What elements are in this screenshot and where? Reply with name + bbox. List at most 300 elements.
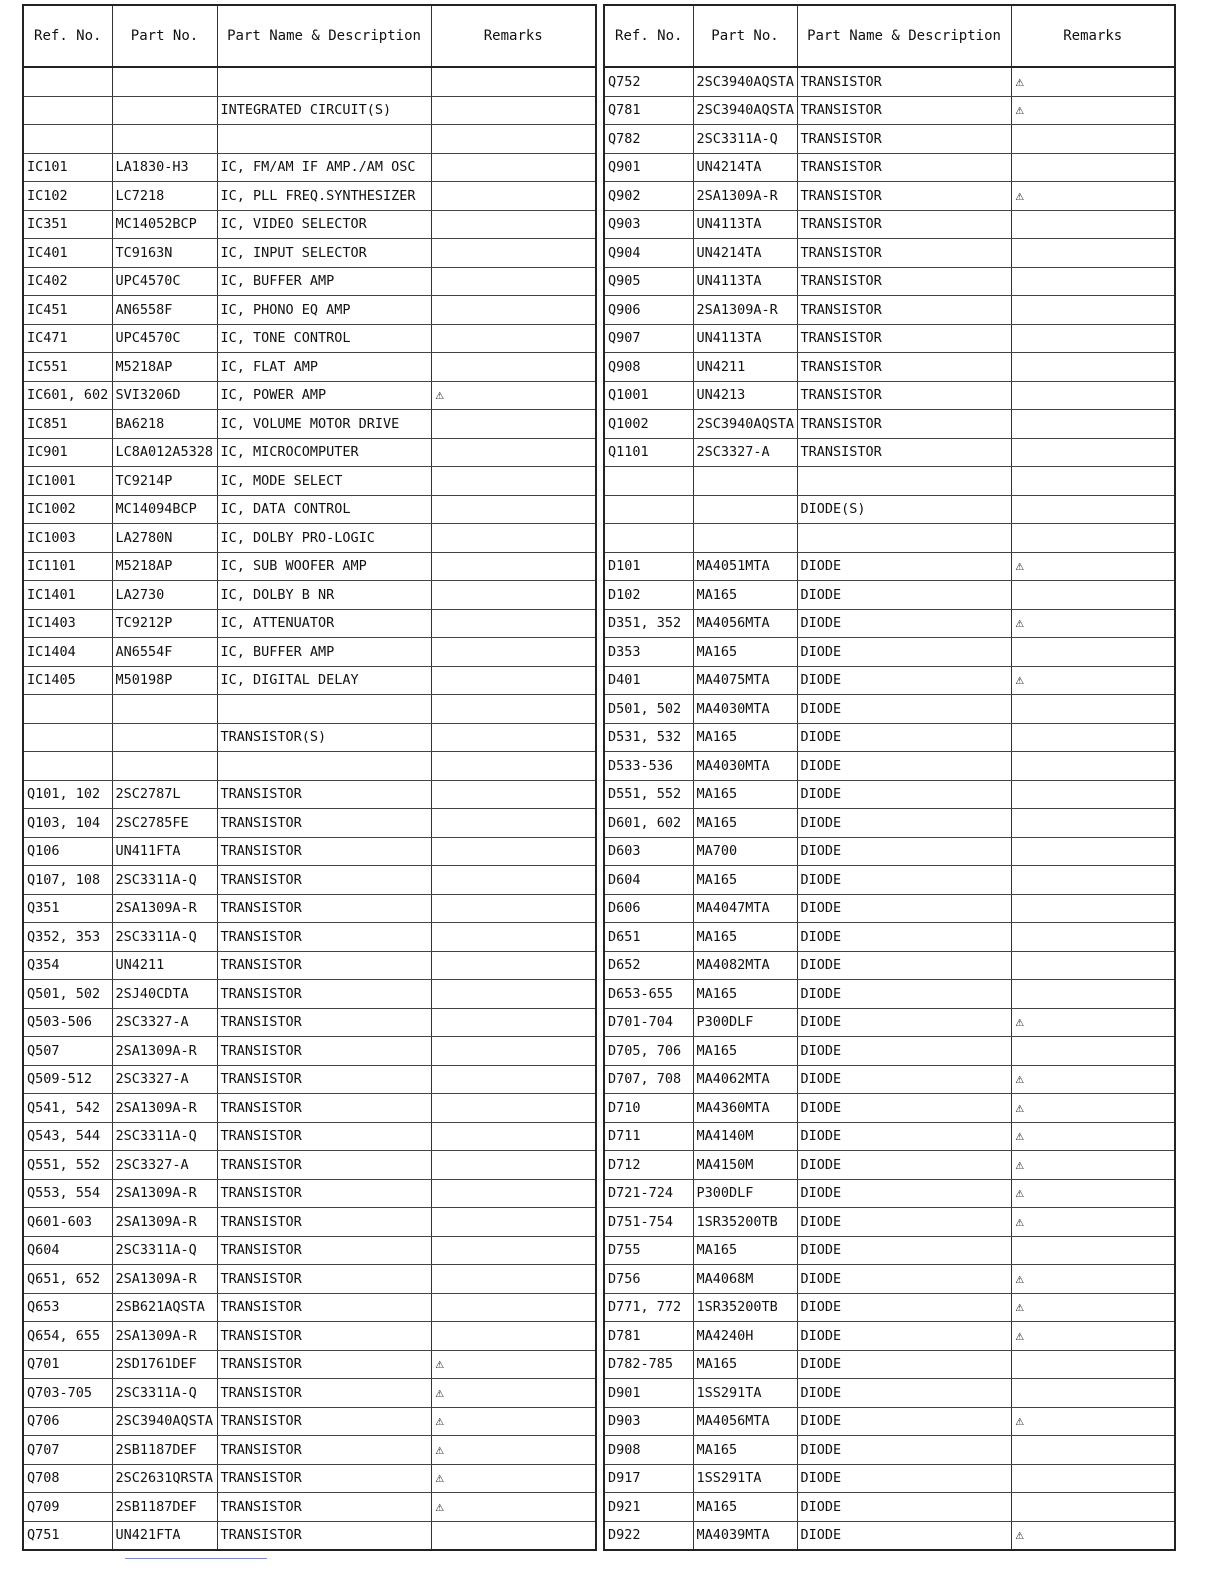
- description-cell: DIODE: [797, 1122, 1011, 1151]
- part-no-cell: 2SC3311A-Q: [693, 125, 797, 154]
- table-row: [605, 638, 1174, 667]
- ref-no-cell: Q905: [605, 267, 693, 296]
- remarks-cell: [431, 296, 595, 325]
- part-no-cell: 1SR35200TB: [693, 1208, 797, 1237]
- remarks-cell: [431, 467, 595, 496]
- part-no-cell: MA165: [693, 1436, 797, 1465]
- description-cell: DIODE: [797, 1407, 1011, 1436]
- ref-no-cell: [605, 467, 693, 496]
- remarks-cell: [431, 353, 595, 382]
- table-row: [24, 381, 595, 410]
- description-cell: IC, ATTENUATOR: [217, 609, 431, 638]
- ref-no-cell: D351, 352: [605, 609, 693, 638]
- ref-no-cell: Q902: [605, 182, 693, 211]
- remarks-cell: [431, 1037, 595, 1066]
- header-ref-no: Ref. No.: [605, 6, 693, 67]
- remarks-cell: [1011, 894, 1174, 923]
- remarks-cell: [431, 1322, 595, 1351]
- part-no-cell: UPC4570C: [112, 267, 217, 296]
- ref-no-cell: IC851: [24, 410, 112, 439]
- parts-table-right: [603, 4, 1176, 1551]
- part-no-cell: 2SC3327-A: [112, 1065, 217, 1094]
- ref-no-cell: [24, 67, 112, 96]
- description-cell: TRANSISTOR: [797, 438, 1011, 467]
- remarks-cell: [1011, 296, 1174, 325]
- description-cell: TRANSISTOR(S): [217, 723, 431, 752]
- ref-no-cell: Q354: [24, 951, 112, 980]
- description-cell: DIODE: [797, 866, 1011, 895]
- table-row: [605, 1008, 1174, 1037]
- ref-no-cell: D751-754: [605, 1208, 693, 1237]
- part-no-cell: MA4150M: [693, 1151, 797, 1180]
- remarks-cell: [431, 1094, 595, 1123]
- part-no-cell: 2SC3311A-Q: [112, 866, 217, 895]
- table-row: [605, 182, 1174, 211]
- ref-no-cell: IC1404: [24, 638, 112, 667]
- remarks-cell: [1011, 410, 1174, 439]
- description-cell: TRANSISTOR: [217, 1037, 431, 1066]
- table-row: [605, 695, 1174, 724]
- ref-no-cell: D102: [605, 581, 693, 610]
- description-cell: DIODE: [797, 1493, 1011, 1522]
- table-row: [24, 1037, 595, 1066]
- table-row: [605, 125, 1174, 154]
- description-cell: DIODE: [797, 951, 1011, 980]
- part-no-cell: MA165: [693, 1037, 797, 1066]
- description-cell: DIODE: [797, 1179, 1011, 1208]
- description-cell: IC, FM/AM IF AMP./AM OSC: [217, 153, 431, 182]
- description-cell: DIODE: [797, 1094, 1011, 1123]
- table-row: [24, 153, 595, 182]
- table-row: [605, 1322, 1174, 1351]
- header-ref-no: Ref. No.: [24, 6, 112, 67]
- remarks-cell: [1011, 723, 1174, 752]
- part-no-cell: UN4211: [693, 353, 797, 382]
- table-row: [24, 1322, 595, 1351]
- part-no-cell: LA2730: [112, 581, 217, 610]
- table-row: [605, 324, 1174, 353]
- ref-no-cell: D501, 502: [605, 695, 693, 724]
- remarks-cell: [431, 210, 595, 239]
- table-row: [24, 638, 595, 667]
- ref-no-cell: D755: [605, 1236, 693, 1265]
- table-row: [24, 96, 595, 125]
- ref-no-cell: Q351: [24, 894, 112, 923]
- part-no-cell: UN4113TA: [693, 210, 797, 239]
- part-no-cell: MA700: [693, 837, 797, 866]
- ref-no-cell: D651: [605, 923, 693, 952]
- remarks-cell: [1011, 980, 1174, 1009]
- header-remarks: Remarks: [1011, 6, 1174, 67]
- table-row: [605, 1464, 1174, 1493]
- description-cell: TRANSISTOR: [217, 923, 431, 952]
- description-cell: IC, DOLBY B NR: [217, 581, 431, 610]
- table-row: [605, 438, 1174, 467]
- remarks-cell: [431, 67, 595, 96]
- ref-no-cell: D653-655: [605, 980, 693, 1009]
- part-no-cell: M5218AP: [112, 353, 217, 382]
- part-no-cell: MA4030MTA: [693, 695, 797, 724]
- table-row: [24, 1236, 595, 1265]
- ref-no-cell: IC101: [24, 153, 112, 182]
- ref-no-cell: IC1403: [24, 609, 112, 638]
- table-row: [605, 495, 1174, 524]
- remarks-cell: [431, 495, 595, 524]
- description-cell: TRANSISTOR: [217, 1322, 431, 1351]
- description-cell: IC, DIGITAL DELAY: [217, 666, 431, 695]
- remarks-cell: ⚠: [1011, 1065, 1174, 1094]
- description-cell: DIODE: [797, 1037, 1011, 1066]
- description-cell: DIODE: [797, 666, 1011, 695]
- part-no-cell: MA4360MTA: [693, 1094, 797, 1123]
- description-cell: IC, DATA CONTROL: [217, 495, 431, 524]
- table-row: [605, 210, 1174, 239]
- remarks-cell: [1011, 324, 1174, 353]
- ref-no-cell: Q551, 552: [24, 1151, 112, 1180]
- table-row: [24, 495, 595, 524]
- description-cell: [217, 67, 431, 96]
- part-no-cell: 2SC3940AQSTA: [693, 67, 797, 96]
- description-cell: IC, VOLUME MOTOR DRIVE: [217, 410, 431, 439]
- part-no-cell: SVI3206D: [112, 381, 217, 410]
- header-description: Part Name & Description: [797, 6, 1011, 67]
- header-row: [605, 6, 1174, 67]
- ref-no-cell: Q507: [24, 1037, 112, 1066]
- description-cell: IC, MODE SELECT: [217, 467, 431, 496]
- ref-no-cell: Q701: [24, 1350, 112, 1379]
- remarks-cell: [431, 552, 595, 581]
- description-cell: TRANSISTOR: [797, 96, 1011, 125]
- ref-no-cell: IC601, 602: [24, 381, 112, 410]
- remarks-cell: [431, 1236, 595, 1265]
- ref-no-cell: Q653: [24, 1293, 112, 1322]
- part-no-cell: MA4240H: [693, 1322, 797, 1351]
- ref-no-cell: Q352, 353: [24, 923, 112, 952]
- table-row: [605, 752, 1174, 781]
- description-cell: TRANSISTOR: [217, 894, 431, 923]
- remarks-cell: [1011, 210, 1174, 239]
- part-no-cell: 2SA1309A-R: [112, 1037, 217, 1066]
- table-row: [24, 267, 595, 296]
- description-cell: DIODE: [797, 609, 1011, 638]
- part-no-cell: MA165: [693, 1236, 797, 1265]
- remarks-cell: [1011, 951, 1174, 980]
- table-row: [24, 780, 595, 809]
- part-no-cell: UN4211: [112, 951, 217, 980]
- description-cell: TRANSISTOR: [217, 1293, 431, 1322]
- table-row: [605, 1407, 1174, 1436]
- table-row: [24, 552, 595, 581]
- remarks-cell: [431, 267, 595, 296]
- ref-no-cell: [24, 723, 112, 752]
- ref-no-cell: D712: [605, 1151, 693, 1180]
- remarks-cell: [431, 96, 595, 125]
- part-no-cell: MA4030MTA: [693, 752, 797, 781]
- ref-no-cell: IC401: [24, 239, 112, 268]
- remarks-cell: ⚠: [1011, 552, 1174, 581]
- table-row: [24, 438, 595, 467]
- remarks-cell: [431, 1122, 595, 1151]
- remarks-cell: [431, 581, 595, 610]
- description-cell: TRANSISTOR: [217, 780, 431, 809]
- ref-no-cell: IC402: [24, 267, 112, 296]
- part-no-cell: MC14094BCP: [112, 495, 217, 524]
- header-part-no: Part No.: [693, 6, 797, 67]
- ref-no-cell: Q541, 542: [24, 1094, 112, 1123]
- ref-no-cell: Q782: [605, 125, 693, 154]
- remarks-cell: ⚠: [431, 1464, 595, 1493]
- table-row: [24, 353, 595, 382]
- ref-no-cell: D601, 602: [605, 809, 693, 838]
- table-row: [24, 609, 595, 638]
- part-no-cell: MA165: [693, 780, 797, 809]
- table-row: [605, 1236, 1174, 1265]
- part-no-cell: M5218AP: [112, 552, 217, 581]
- description-cell: TRANSISTOR: [217, 1151, 431, 1180]
- table-row: [24, 894, 595, 923]
- description-cell: DIODE: [797, 581, 1011, 610]
- table-row: [24, 467, 595, 496]
- ref-no-cell: Q1002: [605, 410, 693, 439]
- part-no-cell: TC9163N: [112, 239, 217, 268]
- ref-no-cell: D908: [605, 1436, 693, 1465]
- ref-no-cell: Q751: [24, 1521, 112, 1549]
- table-row: [24, 666, 595, 695]
- description-cell: INTEGRATED CIRCUIT(S): [217, 96, 431, 125]
- part-no-cell: 2SC3940AQSTA: [112, 1407, 217, 1436]
- description-cell: IC, POWER AMP: [217, 381, 431, 410]
- header-description: Part Name & Description: [217, 6, 431, 67]
- remarks-cell: ⚠: [1011, 1094, 1174, 1123]
- description-cell: DIODE: [797, 752, 1011, 781]
- ref-no-cell: Q501, 502: [24, 980, 112, 1009]
- part-no-cell: MA165: [693, 723, 797, 752]
- description-cell: IC, FLAT AMP: [217, 353, 431, 382]
- table-row: [24, 581, 595, 610]
- table-row: [605, 296, 1174, 325]
- part-no-cell: 2SC3327-A: [693, 438, 797, 467]
- part-no-cell: [693, 495, 797, 524]
- part-no-cell: LA2780N: [112, 524, 217, 553]
- part-no-cell: MA4039MTA: [693, 1521, 797, 1549]
- description-cell: IC, TONE CONTROL: [217, 324, 431, 353]
- table-row: [605, 1122, 1174, 1151]
- ref-no-cell: D771, 772: [605, 1293, 693, 1322]
- part-no-cell: 2SC3311A-Q: [112, 1122, 217, 1151]
- ref-no-cell: IC551: [24, 353, 112, 382]
- part-no-cell: MA165: [693, 980, 797, 1009]
- description-cell: TRANSISTOR: [797, 67, 1011, 96]
- remarks-cell: [1011, 1464, 1174, 1493]
- ref-no-cell: D604: [605, 866, 693, 895]
- description-cell: TRANSISTOR: [797, 353, 1011, 382]
- table-row: [24, 837, 595, 866]
- ref-no-cell: IC351: [24, 210, 112, 239]
- ref-no-cell: Q1001: [605, 381, 693, 410]
- header-row: [24, 6, 595, 67]
- description-cell: DIODE: [797, 923, 1011, 952]
- remarks-cell: [431, 324, 595, 353]
- part-no-cell: 2SB1187DEF: [112, 1436, 217, 1465]
- part-no-cell: MA4047MTA: [693, 894, 797, 923]
- ref-no-cell: Q107, 108: [24, 866, 112, 895]
- table-row: [24, 866, 595, 895]
- part-no-cell: [112, 695, 217, 724]
- ref-no-cell: Q901: [605, 153, 693, 182]
- part-no-cell: 2SC2631QRSTA: [112, 1464, 217, 1493]
- description-cell: [797, 524, 1011, 553]
- part-no-cell: P300DLF: [693, 1179, 797, 1208]
- description-cell: TRANSISTOR: [797, 324, 1011, 353]
- remarks-cell: ⚠: [1015, 1527, 1024, 1544]
- description-cell: DIODE: [797, 780, 1011, 809]
- part-no-cell: 2SC3940AQSTA: [693, 410, 797, 439]
- ref-no-cell: D917: [605, 1464, 693, 1493]
- remarks-cell: [1011, 866, 1174, 895]
- ref-no-cell: [24, 96, 112, 125]
- remarks-cell: ⚠: [1011, 96, 1174, 125]
- table-row: [24, 809, 595, 838]
- ref-no-cell: IC1401: [24, 581, 112, 610]
- remarks-cell: [1011, 438, 1174, 467]
- description-cell: DIODE: [797, 837, 1011, 866]
- table-row: [24, 1436, 595, 1465]
- description-cell: TRANSISTOR: [217, 951, 431, 980]
- remarks-cell: [431, 609, 595, 638]
- part-no-cell: 2SA1309A-R: [112, 1265, 217, 1294]
- remarks-cell: [431, 780, 595, 809]
- description-cell: TRANSISTOR: [217, 1179, 431, 1208]
- part-no-cell: 2SA1309A-R: [693, 182, 797, 211]
- table-row: [24, 1122, 595, 1151]
- remarks-cell: [431, 524, 595, 553]
- table-row: [24, 951, 595, 980]
- part-no-cell: 2SC2787L: [112, 780, 217, 809]
- table-row: [24, 1065, 595, 1094]
- description-cell: [217, 695, 431, 724]
- part-no-cell: UN4113TA: [693, 324, 797, 353]
- description-cell: IC, DOLBY PRO-LOGIC: [217, 524, 431, 553]
- table-row: [24, 410, 595, 439]
- table-row: [605, 780, 1174, 809]
- part-no-cell: [112, 125, 217, 154]
- table-row: [24, 1008, 595, 1037]
- remarks-cell: [1011, 923, 1174, 952]
- part-no-cell: MA165: [693, 1350, 797, 1379]
- ref-no-cell: Q708: [24, 1464, 112, 1493]
- part-no-cell: 2SC3311A-Q: [112, 1379, 217, 1408]
- remarks-cell: [431, 438, 595, 467]
- part-no-cell: UN4213: [693, 381, 797, 410]
- description-cell: DIODE: [797, 1293, 1011, 1322]
- remarks-cell: [431, 1179, 595, 1208]
- part-no-cell: UN421FTA: [112, 1521, 217, 1549]
- part-no-cell: MA165: [693, 1493, 797, 1522]
- remarks-cell: ⚠: [1011, 666, 1174, 695]
- table-row: [605, 1379, 1174, 1408]
- remarks-cell: [431, 410, 595, 439]
- remarks-cell: [1011, 1493, 1174, 1522]
- part-no-cell: 2SA1309A-R: [112, 1322, 217, 1351]
- ref-no-cell: D606: [605, 894, 693, 923]
- description-cell: IC, BUFFER AMP: [217, 638, 431, 667]
- remarks-cell: ⚠: [1011, 1293, 1174, 1322]
- remarks-cell: [1011, 381, 1174, 410]
- ref-no-cell: IC1001: [24, 467, 112, 496]
- part-no-cell: LC8A012A5328: [112, 438, 217, 467]
- remarks-cell: [1011, 495, 1174, 524]
- part-no-cell: MA165: [693, 638, 797, 667]
- description-cell: TRANSISTOR: [217, 1122, 431, 1151]
- part-no-cell: AN6554F: [112, 638, 217, 667]
- description-cell: TRANSISTOR: [797, 239, 1011, 268]
- remarks-cell: [1011, 153, 1174, 182]
- part-no-cell: 2SB1187DEF: [112, 1493, 217, 1522]
- table-row: [605, 1151, 1174, 1180]
- header-remarks: Remarks: [431, 6, 595, 67]
- part-no-cell: 2SB621AQSTA: [112, 1293, 217, 1322]
- table-row: [605, 894, 1174, 923]
- table-row: [605, 1493, 1174, 1522]
- ref-no-cell: IC102: [24, 182, 112, 211]
- part-no-cell: 2SA1309A-R: [693, 296, 797, 325]
- part-no-cell: [112, 752, 217, 781]
- part-no-cell: BA6218: [112, 410, 217, 439]
- table-row: [605, 1037, 1174, 1066]
- table-row: [24, 1379, 595, 1408]
- remarks-cell: ⚠: [1011, 609, 1174, 638]
- part-no-cell: MA4082MTA: [693, 951, 797, 980]
- description-cell: TRANSISTOR: [217, 1436, 431, 1465]
- table-row: [605, 1521, 1174, 1549]
- remarks-cell: ⚠: [1011, 1208, 1174, 1237]
- description-cell: TRANSISTOR: [217, 809, 431, 838]
- ref-no-cell: D756: [605, 1265, 693, 1294]
- table-row: [24, 296, 595, 325]
- remarks-cell: [1011, 467, 1174, 496]
- table-row: [24, 1208, 595, 1237]
- description-cell: TRANSISTOR: [217, 837, 431, 866]
- table-row: [24, 524, 595, 553]
- ref-no-cell: D353: [605, 638, 693, 667]
- description-cell: DIODE: [797, 1350, 1011, 1379]
- part-no-cell: 2SA1309A-R: [112, 894, 217, 923]
- table-row: [605, 1436, 1174, 1465]
- description-cell: DIODE: [797, 1521, 1011, 1549]
- part-no-cell: UN411FTA: [112, 837, 217, 866]
- remarks-cell: ⚠: [1011, 1122, 1174, 1151]
- ref-no-cell: [605, 495, 693, 524]
- ref-no-cell: D705, 706: [605, 1037, 693, 1066]
- remarks-cell: ⚠: [431, 1407, 595, 1436]
- remarks-cell: [431, 1065, 595, 1094]
- remarks-cell: [1011, 1236, 1174, 1265]
- ref-no-cell: Q752: [605, 67, 693, 96]
- table-row: [605, 1065, 1174, 1094]
- remarks-cell: [431, 239, 595, 268]
- part-no-cell: 2SC3311A-Q: [112, 923, 217, 952]
- part-no-cell: MA165: [693, 866, 797, 895]
- remarks-cell: ⚠: [431, 1350, 595, 1379]
- description-cell: IC, PHONO EQ AMP: [217, 296, 431, 325]
- ref-no-cell: D711: [605, 1122, 693, 1151]
- part-no-cell: [112, 67, 217, 96]
- ref-no-cell: Q543, 544: [24, 1122, 112, 1151]
- part-no-cell: 1SS291TA: [693, 1464, 797, 1493]
- part-no-cell: 2SC3327-A: [112, 1008, 217, 1037]
- description-cell: DIODE: [797, 723, 1011, 752]
- table-row: [24, 723, 595, 752]
